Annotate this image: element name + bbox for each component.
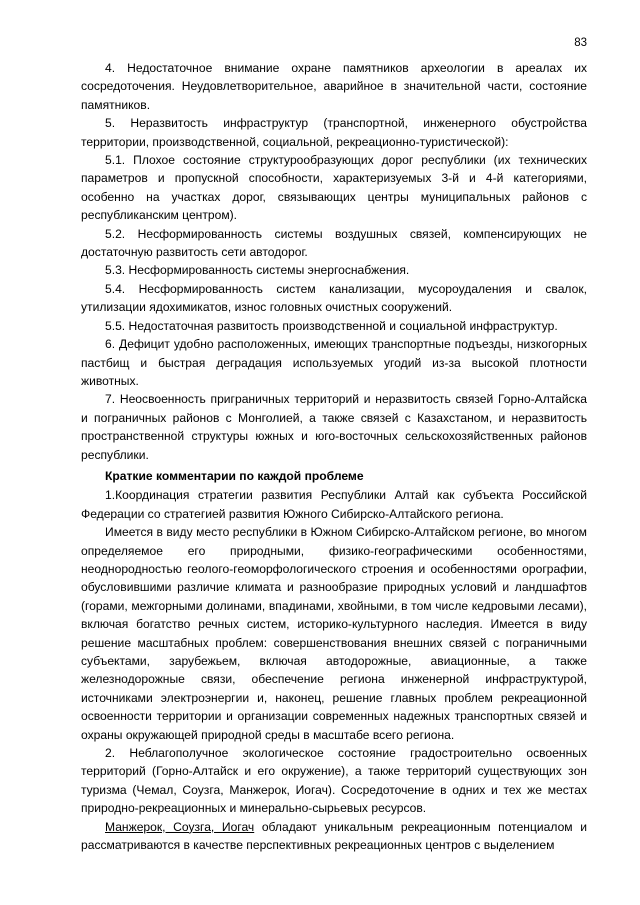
document-body xyxy=(81,59,587,854)
paragraph-problem-5-2: 5.2. Несформированность системы воздушных связей, компенсирующих не достаточную развитость сети автодорог. xyxy=(81,226,587,260)
underlined-place-names: Манжерок, Соузга, Иогач xyxy=(105,819,255,834)
paragraph-resort-centers xyxy=(81,818,587,855)
section-heading: Краткие комментарии по каждой проблеме xyxy=(105,468,364,483)
paragraph-problem-5-1: 5.1. Плохое состояние структурообразующих дорог республики (их технических параметров и пропускной способности, характеризуемых 3-й и 4-й категориями, особенно на участках дорог, связывающих центры муниципальных районов с республиканским центром). xyxy=(81,153,587,223)
paragraph-problem-5: 5. Неразвитость инфраструктур (транспортной, инженерного обустройства территории, производственной, социальной, рекреационно-туристической): xyxy=(81,116,587,149)
page-number: 83 xyxy=(574,37,587,49)
paragraph-comment-1: 1.Координация стратегии развития Республики Алтай как субъекта Российской Федерации со стратегией развития Южного Сибирско-Алтайского региона. xyxy=(81,488,587,521)
paragraph-resort-centers-text: обладают уникальным рекреационным потенциалом и рассматриваются в качестве перспективных рекреационных центров с выделением xyxy=(81,819,587,853)
paragraph-problem-5-5: 5.5. Недостаточная развитость производственной и социальной инфраструктур. xyxy=(105,318,558,333)
paragraph-comment-2: 2. Неблагополучное экологическое состояние градостроительно освоенных территорий (Горно-Алтайск и его окружение), а также территорий существующих зон туризма (Чемал, Соузга, Манжерок, Иогач). Сосредоточение в одних и тех же местах природно-рекреационных и минерально-сырьевых ресурсов. xyxy=(81,746,587,816)
paragraph-problem-7: 7. Неосвоенность приграничных территорий и неразвитость связей Горно-Алтайска и пограничных районов с Монголией, а также связей с Казахстаном, и неразвитость пространственной структуры южных и юго-восточных сельскохозяйственных районов республики. xyxy=(81,392,587,462)
paragraph-problem-5-4: 5.4. Несформированность систем канализации, мусороудаления и свалок, утилизации ядохимикатов, износ головных очистных сооружений. xyxy=(81,281,587,315)
paragraph-comment-1-detail: Имеется в виду место республики в Южном Сибирско-Алтайском регионе, во многом определяемое его природными, физико-географическими особенностями, неоднородностью геолого-геоморфологического строения и особенностями орографии, обусловившими различие климата и разнообразие природных условий и ландшафтов (горами, межгорными долинами, впадинами, хвойными, в том числе кедровыми лесами), включая богатство речных систем, историко-культурного наследия. Имеется в виду решение масштабных проблем: совершенствования внешних связей с пограничными субъектами, зарубежьем, включая автодорожные, авиационные, а также железнодорожные связи, обеспечение региона инженерной инфраструктурой, источниками электроэнергии и, наконец, решение главных проблем рекреационной освоенности территории и организации современных надежных транспортных связей и охраны окружающей природной среды в масштабе всего региона. xyxy=(81,525,587,742)
paragraph-problem-5-3: 5.3. Несформированность системы энергоснабжения. xyxy=(105,263,410,278)
paragraph-problem-4: 4. Недостаточное внимание охране памятников археологии в ареалах их сосредоточения. Неудовлетворительное, аварийное в значительной части, состояние памятников. xyxy=(81,61,587,112)
paragraph-problem-6: 6. Дефицит удобно расположенных, имеющих транспортные подъезды, низкогорных пастбищ и быстрая деградация используемых угодий из-за высокой плотности животных. xyxy=(81,337,587,388)
